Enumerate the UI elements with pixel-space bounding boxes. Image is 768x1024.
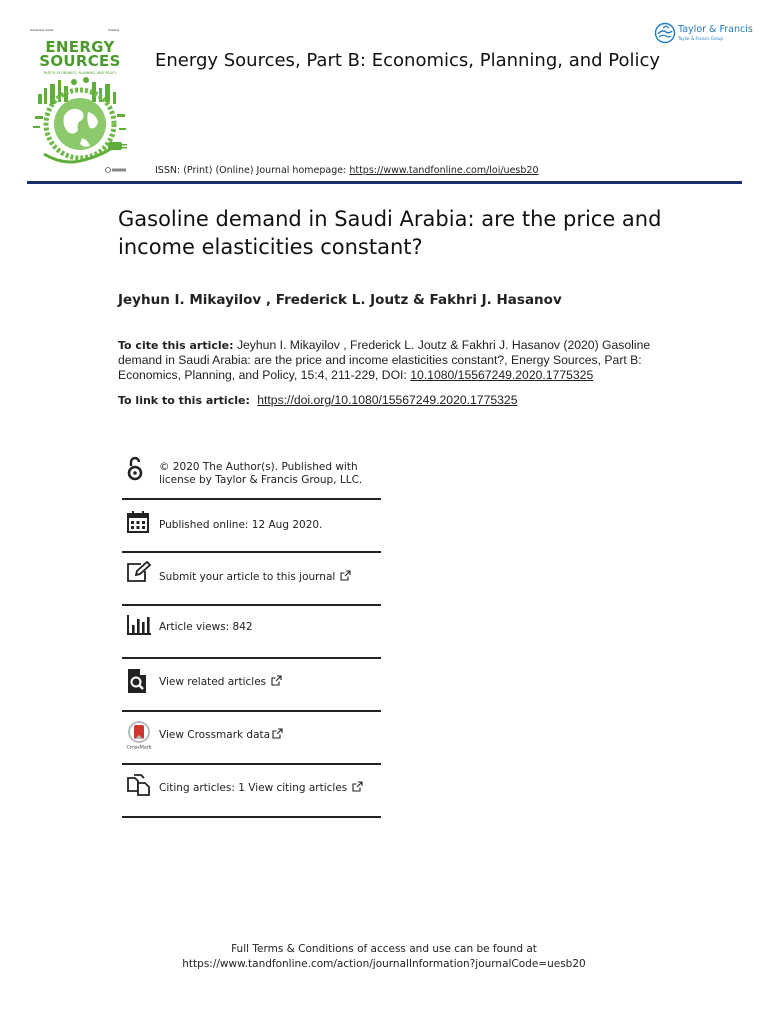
- views-row: [122, 606, 381, 659]
- related-row[interactable]: [122, 659, 381, 712]
- open-access-icon: [126, 456, 144, 482]
- external-link-icon: [352, 781, 363, 792]
- terms-footer: [0, 942, 768, 972]
- taylor-francis-logo-icon: [654, 22, 676, 44]
- cover-title: [28, 40, 132, 68]
- license-text: © 2020 The Author(s). Published with license by Taylor & Francis Group, LLC.: [159, 461, 363, 486]
- views-text: Article views: 842: [159, 621, 253, 633]
- published-text: Published online: 12 Aug 2020.: [159, 519, 323, 531]
- footer-terms-link[interactable]: https://www.tandfonline.com/action/journalInformation?journalCode=uesb20: [182, 958, 586, 970]
- issn-label: ISSN: (Print) (Online) Journal homepage:: [155, 165, 347, 176]
- citing-text: Citing articles: 1 View citing articles: [159, 782, 348, 794]
- issn-line: [155, 165, 539, 176]
- publisher-tagline: Taylor & Francis Group: [678, 36, 723, 41]
- journal-cover: [28, 26, 132, 176]
- edit-icon: [126, 561, 152, 583]
- article-info-list: [122, 446, 381, 818]
- citation-block: [118, 338, 658, 383]
- citing-row[interactable]: [122, 765, 381, 818]
- crossmark-link[interactable]: [159, 728, 283, 742]
- calendar-icon: [126, 510, 150, 534]
- article-doi-link[interactable]: https://doi.org/10.1080/15567249.2020.1775325: [257, 393, 518, 407]
- cover-title-line1: ENERGY: [45, 38, 115, 56]
- external-link-icon: [271, 675, 282, 686]
- crossmark-icon: [126, 720, 152, 750]
- bar-chart-icon: [126, 614, 152, 636]
- cover-globe-illustration: [30, 76, 130, 174]
- journal-homepage-link[interactable]: https://www.tandfonline.com/loi/uesb20: [349, 165, 539, 176]
- header-divider: [27, 181, 742, 184]
- citing-link[interactable]: [159, 781, 363, 795]
- article-title: Gasoline demand in Saudi Arabia: are the price and income elasticities constant?: [118, 207, 662, 259]
- crossmark-icon-label: CrossMark: [126, 745, 152, 750]
- related-link[interactable]: [159, 675, 282, 689]
- article-authors: Jeyhun I. Mikayilov , Frederick L. Joutz & Fakhri J. Hasanov: [118, 292, 562, 308]
- cover-small-print-right: ▬▬▬▬: [108, 28, 120, 32]
- cite-label: To cite this article:: [118, 339, 234, 352]
- submit-link[interactable]: [159, 570, 351, 584]
- publisher-name: Taylor & Francis: [678, 24, 753, 35]
- article-link-line: [118, 393, 517, 407]
- submit-row[interactable]: [122, 553, 381, 606]
- cover-small-print: ▬▬▬▬▬ ▬▬▬: [30, 28, 54, 32]
- submit-text: Submit your article to this journal: [159, 571, 336, 583]
- footer-line1: Full Terms & Conditions of access and use can be found at: [231, 943, 537, 955]
- cite-text: Jeyhun I. Mikayilov , Frederick L. Joutz & Fakhri J. Hasanov (2020) Gasoline demand in Saudi Arabia: are the price and income elasticities constant?, Energy Sources, Part B: Economics, Planning, and Policy, 15:4, 211-229, DOI:: [118, 338, 651, 382]
- search-document-icon: [126, 668, 148, 694]
- external-link-icon: [272, 728, 283, 739]
- crossmark-row[interactable]: [122, 712, 381, 765]
- license-row: [122, 446, 381, 500]
- related-text: View related articles: [159, 676, 267, 688]
- journal-title: Energy Sources, Part B: Economics, Planning, and Policy: [155, 50, 661, 71]
- external-link-icon: [340, 570, 351, 581]
- cover-title-line2: SOURCES: [39, 52, 121, 70]
- cover-subtitle: PART B: ECONOMICS, PLANNING, AND POLICY: [43, 71, 117, 75]
- link-label: To link to this article:: [118, 394, 250, 407]
- cite-doi-link[interactable]: 10.1080/15567249.2020.1775325: [410, 368, 594, 382]
- citing-icon: [126, 774, 152, 796]
- crossmark-text: View Crossmark data: [159, 729, 271, 741]
- published-row: [122, 500, 381, 553]
- taylor-francis-logo[interactable]: [654, 22, 753, 48]
